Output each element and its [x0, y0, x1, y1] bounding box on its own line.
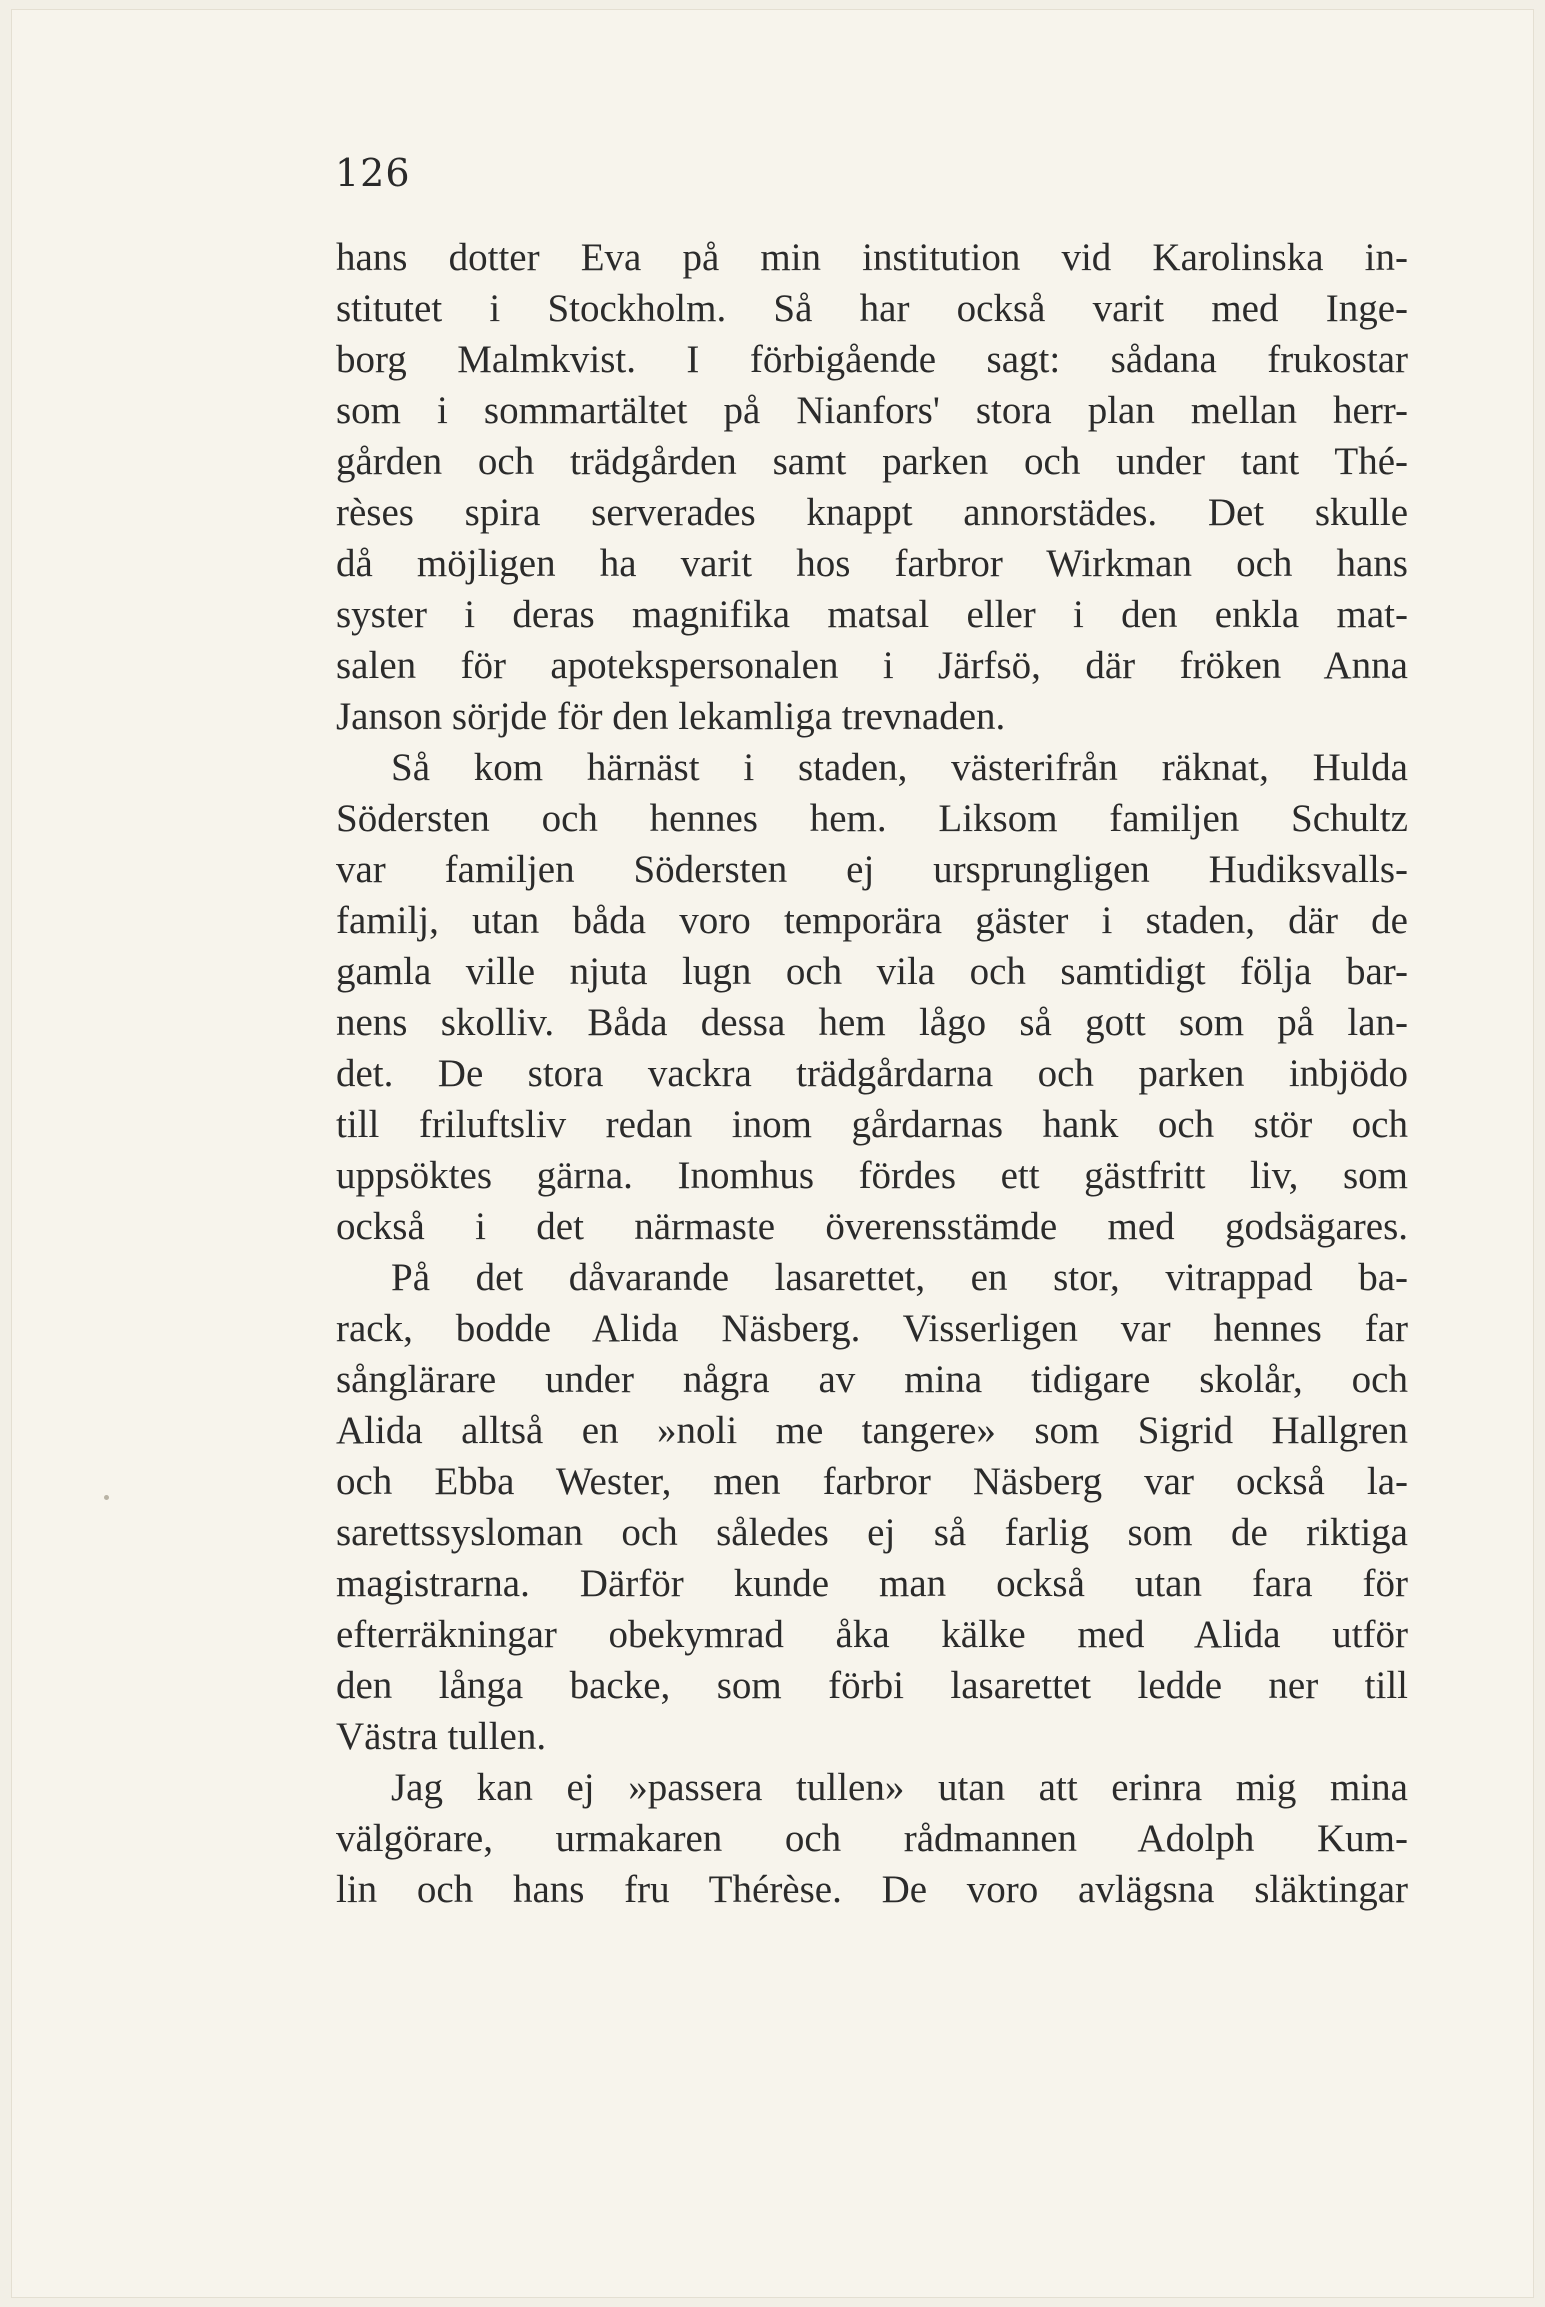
paragraph-end-line: Janson sörjde för den lekamliga trevnaden.	[336, 695, 1006, 738]
page-number: 126	[335, 151, 411, 195]
text-line: syster i deras magnifika matsal eller i den enkla mat-	[336, 593, 1408, 636]
text-line: till friluftsliv redan inom gårdarnas hank och stör och	[336, 1103, 1408, 1146]
text-line: var familjen Södersten ej ursprungligen Hudiksvalls-	[336, 848, 1408, 891]
text-line: rèses spira serverades knappt annorstädes. Det skulle	[336, 491, 1408, 534]
text-line: och Ebba Wester, men farbror Näsberg var också la-	[336, 1460, 1408, 1503]
text-line: familj, utan båda voro temporära gäster i staden, där de	[336, 899, 1408, 942]
text-line: efterräkningar obekymrad åka kälke med Alida utför	[336, 1613, 1408, 1656]
text-line: välgörare, urmakaren och rådmannen Adolph Kum-	[336, 1817, 1408, 1860]
paper-speck	[104, 1495, 109, 1500]
text-line: rack, bodde Alida Näsberg. Visserligen var hennes far	[336, 1307, 1408, 1350]
text-line: som i sommartältet på Nianfors' stora plan mellan herr-	[336, 389, 1408, 432]
paragraph-end-line: Västra tullen.	[336, 1715, 547, 1758]
text-line: magistrarna. Därför kunde man också utan fara för	[336, 1562, 1408, 1605]
text-line: salen för apotekspersonalen i Järfsö, där fröken Anna	[336, 644, 1408, 687]
text-line: lin och hans fru Thérèse. De voro avlägsna släktingar	[336, 1868, 1408, 1911]
paragraph-start-line: På det dåvarande lasarettet, en stor, vitrappad ba-	[391, 1256, 1408, 1299]
text-line: den långa backe, som förbi lasarettet ledde ner till	[336, 1664, 1408, 1707]
text-line: gården och trädgården samt parken och under tant Thé-	[336, 440, 1408, 483]
paragraph-start-line: Jag kan ej »passera tullen» utan att erinra mig mina	[391, 1766, 1408, 1809]
text-line: Alida alltså en »noli me tangere» som Sigrid Hallgren	[336, 1409, 1408, 1452]
book-page	[12, 10, 1533, 2297]
text-line: det. De stora vackra trädgårdarna och parken inbjödo	[336, 1052, 1408, 1095]
body-text	[336, 232, 1408, 1915]
text-line: Södersten och hennes hem. Liksom familjen Schultz	[336, 797, 1408, 840]
paragraph-start-line: Så kom härnäst i staden, västerifrån räknat, Hulda	[391, 746, 1408, 789]
text-line: då möjligen ha varit hos farbror Wirkman och hans	[336, 542, 1408, 585]
text-line: stitutet i Stockholm. Så har också varit med Inge-	[336, 287, 1408, 330]
text-line: borg Malmkvist. I förbigående sagt: sådana frukostar	[336, 338, 1408, 381]
paragraph-end-line: också i det närmaste överensstämde med godsägares.	[336, 1205, 1408, 1248]
text-line: sånglärare under några av mina tidigare skolår, och	[336, 1358, 1408, 1401]
text-line: nens skolliv. Båda dessa hem lågo så gott som på lan-	[336, 1001, 1408, 1044]
text-line: gamla ville njuta lugn och vila och samtidigt följa bar-	[336, 950, 1408, 993]
text-line: uppsöktes gärna. Inomhus fördes ett gästfritt liv, som	[336, 1154, 1408, 1197]
text-line: sarettssysloman och således ej så farlig som de riktiga	[336, 1511, 1408, 1554]
text-line: hans dotter Eva på min institution vid Karolinska in-	[336, 236, 1408, 279]
